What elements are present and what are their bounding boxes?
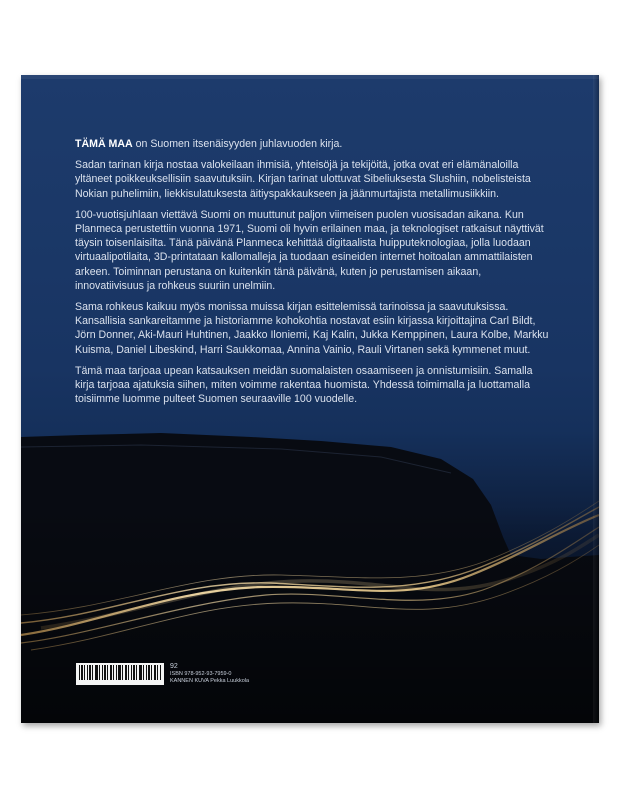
barcode [76, 663, 164, 685]
lead-paragraph [75, 137, 549, 151]
barcode-bars-icon [76, 663, 164, 685]
barcode-area [76, 663, 249, 685]
paragraph: Sama rohkeus kaikuu myös monissa muissa kirjan esittelemissä tarinoissa ja saavutuksissa. Kansallisia sankareitamme ja historiamme kohokohtia nostavat esiin kirjassa kirjoittajina Carl Bildt, Jörn Donner, Aki-Mauri Huhtinen, Jaakko Iloniemi, Kaj Kalin, Jukka Kemppinen, Laura Kolbe, Markku Kuisma, Daniel Libeskind, Harri Saukkomaa, Annina Vainio, Rauli Virtanen sekä kymmenet muut. [75, 301, 549, 356]
lead-rest: on Suomen itsenäisyyden juhlavuoden kirja. [132, 138, 343, 150]
barcode-info [170, 663, 249, 685]
book-back-cover [21, 75, 599, 723]
isbn: ISBN 978-952-93-7959-0 [170, 671, 232, 677]
cover-right-edge [593, 75, 599, 723]
paragraph: Sadan tarinan kirja nostaa valokeilaan ihmisiä, yhteisöjä ja tekijöitä, jotka ovat eri elämänaloilla yltäneet poikkeuksellisiin saavutuksiin. Kirjan tarinat ulottuvat Sibeliuksesta Slushiin, nobelisteista Nokian puhelimiin, liekkisulatuksesta äitiyspakkaukseen ja jäänmurtajista metallimusiikkiin. [75, 159, 531, 200]
photo-credit: KANNEN KUVA Pekka Luukkola [170, 678, 250, 684]
paragraph: Tämä maa tarjoaa upean katsauksen meidän suomalaisten osaamiseen ja onnistumisiin. Samalla kirja tarjoaa ajatuksia siihen, miten voimme rakentaa huomista. Yhdessä toimimalla ja luottamalla toisiimme luomme pulteet Suomen seuraaville 100 vuodelle. [75, 364, 533, 406]
lead-title: TÄMÄ MAA [75, 138, 133, 150]
paragraph: 100-vuotisjuhlaan viettävä Suomi on muuttunut paljon viimeisen puolen vuosisadan aikana. Kun Planmeca perustettiin vuonna 1971, Suomi oli hyvin erilainen maa, ja teknologiset ratkaisut näyttivät täysin toisenlaisilta. Tänä päivänä Planmeca kehittää digitaalista huipputeknologiaa, jolla luodaan virtuaalipotilaita, 3D-printataan kallomalleja ja tuodaan esineiden internet hoitoalan ammattilaisten arkeen. Toiminnan perustana on kuitenkin tänä päivänä, kuten jo perustamisen aikaan, innovatiivisuus ja rohkeus suuriin unelmiin. [75, 208, 544, 292]
back-cover-text [75, 137, 549, 413]
price-code: 92 [170, 663, 178, 670]
